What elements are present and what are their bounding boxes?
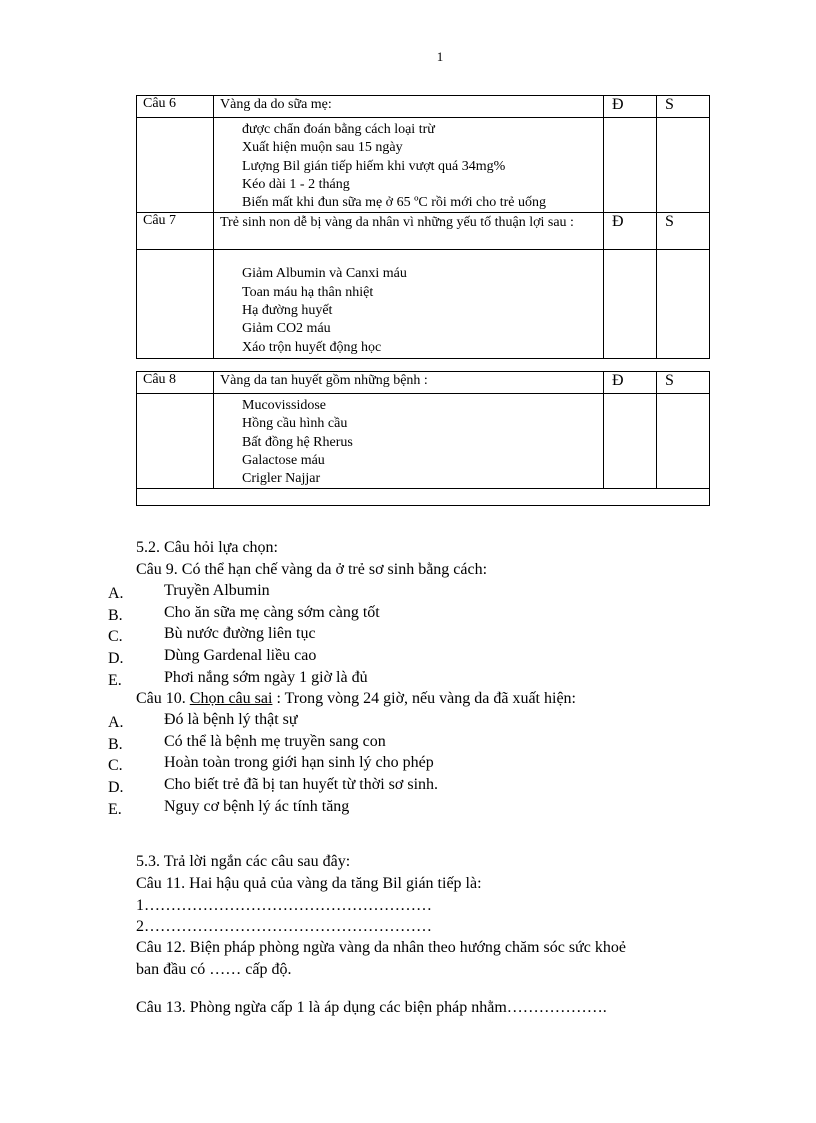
question-6-header-row [137, 96, 710, 118]
question-8-header-row [137, 372, 710, 394]
question-7-true-answer-cell[interactable] [604, 250, 657, 359]
question-6-option: Xuất hiện muộn sau 15 ngày [242, 140, 403, 156]
page-number: 1 [436, 49, 444, 64]
question-9-letter-a: A. [108, 585, 124, 602]
question-7-true-mark: Đ [604, 213, 657, 250]
question-table-6-7 [136, 95, 710, 359]
question-7-number: Câu 7 [137, 213, 214, 250]
question-9-choice-d[interactable]: Dùng Gardenal liều cao [164, 647, 317, 664]
question-11-answer-line-1[interactable]: 1……………………………………………… [136, 897, 432, 914]
question-7-option: Giảm Albumin và Canxi máu [242, 266, 407, 282]
question-6-true-mark: Đ [604, 96, 657, 118]
question-7-false-mark: S [657, 213, 710, 250]
question-12-line-1: Câu 12. Biện pháp phòng ngừa vàng da nhân theo hướng chăm sóc sức khoẻ [136, 939, 626, 956]
question-10-letter-c: C. [108, 757, 123, 774]
question-8-option: Galactose máu [242, 452, 325, 468]
question-6-false-mark: S [657, 96, 710, 118]
question-8-false-mark: S [657, 372, 710, 394]
question-6-stem: Vàng da do sữa mẹ: [214, 96, 604, 118]
question-10-underlined: Chọn câu sai [189, 690, 273, 707]
section-5-2-heading: 5.2. Câu hỏi lựa chọn: [136, 539, 278, 556]
question-8-true-answer-cell[interactable] [604, 394, 657, 489]
question-8-number: Câu 8 [137, 372, 214, 394]
question-11-answer-line-2[interactable]: 2……………………………………………… [136, 918, 432, 935]
question-6-option: Biến mất khi đun sữa mẹ ở 65 ºC rồi mới cho trẻ uống [242, 195, 546, 211]
question-7-header-row [137, 213, 710, 250]
question-8-false-answer-cell[interactable] [657, 394, 710, 489]
question-7-options [214, 250, 604, 359]
question-10-suffix: : Trong vòng 24 giờ, nếu vàng da đã xuất hiện: [272, 690, 576, 707]
question-10-stem [136, 690, 576, 708]
question-10-letter-a: A. [108, 714, 124, 731]
question-6-options [214, 118, 604, 213]
question-8-true-mark: Đ [604, 372, 657, 394]
question-9-letter-d: D. [108, 650, 124, 667]
question-6-options-row [137, 118, 710, 213]
section-5-3-heading: 5.3. Trả lời ngắn các câu sau đây: [136, 853, 351, 870]
question-6-option: Kéo dài 1 - 2 tháng [242, 176, 350, 192]
question-9-letter-e: E. [108, 672, 122, 689]
question-9-choice-c[interactable]: Bù nước đường liên tục [164, 625, 316, 642]
question-9-letter-c: C. [108, 628, 123, 645]
question-6-true-answer-cell[interactable] [604, 118, 657, 213]
question-13-stem: Câu 13. Phòng ngừa cấp 1 là áp dụng các biện pháp nhằm………………. [136, 999, 607, 1016]
question-6-option: Lượng Bil gián tiếp hiếm khi vượt quá 34mg% [242, 158, 506, 174]
question-8-empty-row [137, 489, 710, 506]
question-10-letter-d: D. [108, 779, 124, 796]
question-6-number: Câu 6 [137, 96, 214, 118]
question-10-choice-d[interactable]: Cho biết trẻ đã bị tan huyết từ thời sơ sinh. [164, 776, 439, 793]
question-10-choice-b[interactable]: Có thể là bệnh mẹ truyền sang con [164, 733, 386, 750]
question-7-option: Toan máu hạ thân nhiệt [242, 284, 374, 300]
question-10-choice-e[interactable]: Nguy cơ bệnh lý ác tính tăng [164, 798, 350, 815]
question-10-choice-c[interactable]: Hoàn toàn trong giới hạn sinh lý cho phép [164, 754, 434, 771]
question-12-line-2: ban đầu có …… cấp độ. [136, 961, 292, 978]
question-9-choice-b[interactable]: Cho ăn sữa mẹ càng sớm càng tốt [164, 604, 380, 621]
question-10-letter-e: E. [108, 801, 122, 818]
question-7-option: Hạ đường huyết [242, 303, 333, 319]
question-8-options-row [137, 394, 710, 489]
question-10-prefix: Câu 10. [136, 690, 190, 707]
question-8-blank-cell [137, 394, 214, 489]
question-7-blank-cell [137, 250, 214, 359]
question-8-stem: Vàng da tan huyết gồm những bệnh : [214, 372, 604, 394]
question-10-letter-b: B. [108, 736, 123, 753]
question-10-choice-a[interactable]: Đó là bệnh lý thật sự [164, 711, 298, 728]
question-9-choice-e[interactable]: Phơi nắng sớm ngày 1 giờ là đủ [164, 669, 368, 686]
question-7-stem: Trẻ sinh non dễ bị vàng da nhân vì những yếu tố thuận lợi sau : [214, 213, 604, 250]
question-9-choice-a[interactable]: Truyền Albumin [164, 582, 270, 599]
question-6-blank-cell [137, 118, 214, 213]
question-8-option: Mucovissidose [242, 398, 326, 413]
question-8-option: Bất đồng hệ Rherus [242, 434, 353, 450]
question-9-letter-b: B. [108, 607, 123, 624]
question-6-option: được chẩn đoán bằng cách loại trừ [242, 122, 435, 137]
question-7-option: Xáo trộn huyết động học [242, 339, 382, 355]
question-7-options-row [137, 250, 710, 359]
question-8-option: Crigler Najjar [242, 471, 321, 487]
question-8-options [214, 394, 604, 489]
question-7-false-answer-cell[interactable] [657, 250, 710, 359]
question-9-stem: Câu 9. Có thể hạn chế vàng da ở trẻ sơ sinh bằng cách: [136, 561, 488, 578]
question-7-option: Giảm CO2 máu [242, 321, 331, 337]
question-6-false-answer-cell[interactable] [657, 118, 710, 213]
question-table-8 [136, 371, 710, 506]
question-8-empty-cell [137, 489, 710, 506]
question-11-stem: Câu 11. Hai hậu quả của vàng da tăng Bil gián tiếp là: [136, 875, 482, 892]
question-8-option: Hồng cầu hình cầu [242, 416, 348, 432]
